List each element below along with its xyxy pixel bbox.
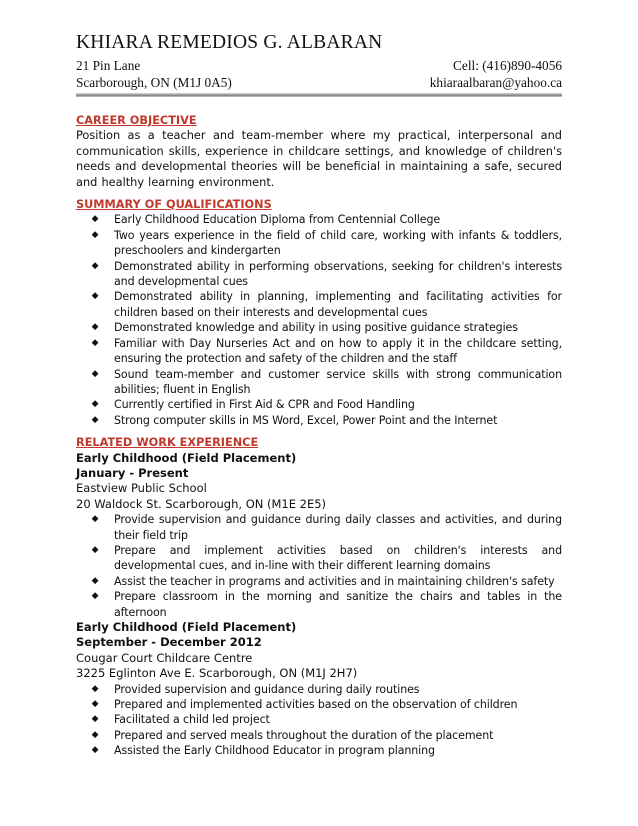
list-item: ◆ Familiar with Day Nurseries Act and on how to apply it in the childcare setting, ensuring the protection and safety of the children and the staff [91, 336, 562, 366]
address-line-1: 21 Pin Lane [76, 58, 141, 73]
summary-heading: SUMMARY OF QUALIFICATIONS [76, 198, 272, 212]
bullet-icon: ◆ [91, 514, 99, 525]
list-item: ◆ Two years experience in the field of child care, working with infants & toddlers, preschoolers and kindergarten [91, 228, 562, 258]
bullet-icon: ◆ [91, 337, 99, 348]
qualifications-list [76, 212, 562, 428]
list-item: ◆ Provided supervision and guidance during daily routines [91, 682, 420, 696]
bullet-icon: ◆ [91, 229, 99, 240]
bullet-icon: ◆ [91, 322, 99, 333]
job-2-employer: Cougar Court Childcare Centre [76, 650, 253, 665]
bullet-icon: ◆ [91, 745, 99, 756]
list-item: ◆ Assisted the Early Childhood Educator in program planning [91, 744, 435, 758]
job-1-address: 20 Waldock St. Scarborough, ON (M1E 2E5) [76, 496, 327, 511]
address-line-2: Scarborough, ON (M1J 0A5) [76, 75, 232, 90]
list-item: ◆ Provide supervision and guidance during daily classes and activities, and during their field trip [91, 513, 562, 542]
career-objective-heading: CAREER OBJECTIVE [76, 114, 197, 127]
list-item: ◆ Prepared and served meals throughout the duration of the placement [91, 728, 494, 742]
email-address: khiaraalbaran@yahoo.ca [429, 75, 562, 90]
list-item: ◆ Early Childhood Education Diploma from Centennial College [91, 213, 441, 227]
bullet-icon: ◆ [91, 414, 99, 425]
header-divider [76, 93, 562, 97]
list-item: ◆ Demonstrated ability in performing observations, seeking for children's interests and developmental cues [91, 259, 562, 289]
list-item: ◆ Assist the teacher in programs and activities and in maintaining children's safety [91, 574, 555, 588]
list-item: ◆ Currently certified in First Aid & CPR and Food Handling [91, 398, 415, 412]
bullet-icon: ◆ [91, 399, 99, 410]
list-item: ◆ Facilitated a child led project [91, 713, 270, 727]
bullet-icon: ◆ [91, 729, 99, 740]
list-item: ◆ Demonstrated knowledge and ability in using positive guidance strategies [91, 321, 518, 335]
list-item: ◆ Sound team-member and customer service skills with strong communication abilities; fluent in English [91, 367, 562, 396]
career-objective-text: Position as a teacher and team-member where my practical, interpersonal and communication skills, experience in childcare settings, and knowledge of children's needs and developmental theories will be beneficial in maintaining a safe, secured and healthy learning environment. [76, 128, 562, 189]
job-2-address: 3225 Eglinton Ave E. Scarborough, ON (M1J 2H7) [76, 666, 358, 681]
list-item: ◆ Prepare and implement activities based on children's interests and developmental cues, and in-line with their different learning domains [91, 543, 562, 573]
bullet-icon: ◆ [91, 260, 99, 271]
bullet-icon: ◆ [91, 214, 99, 225]
bullet-icon: ◆ [91, 699, 99, 710]
bullet-icon: ◆ [91, 544, 99, 555]
list-item: ◆ Prepared and implemented activities based on the observation of children [91, 698, 518, 712]
candidate-name: KHIARA REMEDIOS G. ALBARAN [76, 32, 383, 53]
cell-phone: Cell: (416)890-4056 [453, 58, 562, 73]
job-1-title: Early Childhood (Field Placement) [76, 450, 297, 465]
bullet-icon: ◆ [91, 683, 99, 694]
experience-heading: RELATED WORK EXPERIENCE [76, 436, 259, 450]
job-1-duties [76, 512, 562, 620]
list-item: ◆ Prepare classroom in the morning and sanitize the chairs and tables in the afternoon [91, 590, 562, 619]
list-item: ◆ Strong computer skills in MS Word, Excel, Power Point and the Internet [91, 413, 498, 427]
list-item: ◆ Demonstrated ability in planning, implementing and facilitating activities for children based on their interests and developmental cues [91, 290, 562, 319]
resume-body [76, 113, 562, 759]
job-2-title: Early Childhood (Field Placement) [76, 620, 297, 634]
bullet-icon: ◆ [91, 714, 99, 725]
job-2-duties [76, 682, 562, 759]
bullet-icon: ◆ [91, 291, 99, 302]
bullet-icon: ◆ [91, 368, 99, 379]
bullet-icon: ◆ [91, 575, 99, 586]
job-1-dates: January - Present [76, 465, 189, 480]
bullet-icon: ◆ [91, 591, 99, 602]
job-1-employer: Eastview Public School [76, 481, 207, 496]
job-2-dates: September - December 2012 [76, 635, 262, 650]
